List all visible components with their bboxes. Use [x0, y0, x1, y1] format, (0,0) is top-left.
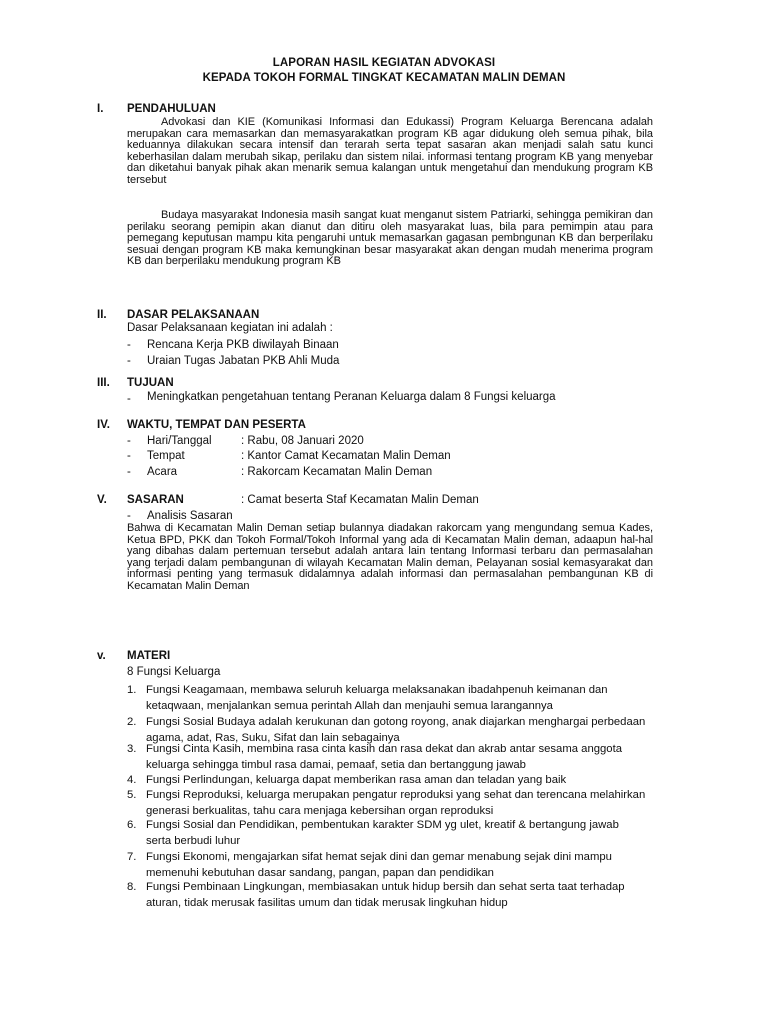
- analisis-paragraph: Bahwa di Kecamatan Malin Deman setiap bulannya diadakan rakorcam yang mengundang semua Kades, Ketua BPD, PKK dan Tokoh Formal/Tokoh Informal yang ada di Kecamatan Malin deman, adaapun hal-hal yang dibahas dalam pertemuan tersebut adalah antara lain tentang Informasi terbaru dan permasalahan yang terjadi dalam pembangunan di wilayah Kecamatan Malin deman, Pelayanan sosial kemasyarakat dan informasi penting yang termasuk didalamnya adalah informasi dan permasalahan pembangunan KB di Kecamatan Malin Deman: [127, 522, 653, 592]
- section-number: I.: [97, 103, 104, 115]
- list-number: 7.: [127, 851, 137, 863]
- acara-label: Acara: [147, 466, 178, 478]
- section-title-tujuan: TUJUAN: [127, 377, 174, 389]
- dasar-item: Rencana Kerja PKB diwilayah Binaan: [147, 339, 339, 351]
- section-number: III.: [97, 377, 110, 389]
- list-text: Fungsi Keagamaan, membawa seluruh keluarga melaksanakan ibadahpenuh keimanan dan ketaqwaan, menjalankan semua perintah Allah dan menjauhi semua larangannya: [146, 684, 608, 712]
- section-number: v.: [97, 650, 106, 662]
- acara-value: : Rakorcam Kecamatan Malin Deman: [241, 466, 433, 478]
- section-title-dasar: DASAR PELAKSANAAN: [127, 309, 260, 321]
- section-title-pendahuluan: PENDAHULUAN: [127, 103, 216, 115]
- report-title: LAPORAN HASIL KEGIATAN ADVOKASI: [272, 57, 496, 69]
- list-number: 8.: [127, 881, 137, 893]
- section-title-materi: MATERI: [127, 650, 171, 662]
- list-text: Fungsi Sosial Budaya adalah kerukunan dan gotong royong, anak diajarkan menghargai perbedaan agama, adat, Ras, Suku, Sifat dan lain sebagainya: [146, 716, 646, 744]
- tujuan-item: Meningkatkan pengetahuan tentang Peranan Keluarga dalam 8 Fungsi keluarga: [147, 391, 556, 403]
- section-number: IV.: [97, 419, 111, 431]
- tempat-value: : Kantor Camat Kecamatan Malin Deman: [241, 450, 451, 462]
- bullet-dash: -: [127, 355, 131, 367]
- paragraph-text: Advokasi dan KIE (Komunikasi Informasi dan Edukassi) Program Keluarga Berencana adalah merupakan cara memasarkan dan memasyarakatkan program KB agar didukung oleh semua pihak, bila keduannya dilakukan secara intensif dan terarah serta tepat sasaran akan menjadi salah satu kunci keberhasilan dalam merubah sikap, perilaku dan sistem nilai. informasi tentang program KB yang menyebar dan diketahui banyak pihak akan menarik semua kalangan untuk mengetahui dan mendukung program KB tersebut: [127, 116, 653, 186]
- dasar-item: Uraian Tugas Jabatan PKB Ahli Muda: [147, 355, 340, 367]
- list-number: 1.: [127, 684, 137, 696]
- list-number: 6.: [127, 819, 137, 831]
- bullet-dash: -: [127, 510, 131, 522]
- list-text: Fungsi Reproduksi, keluarga merupakan pengatur reproduksi yang sehat dan terencana melahirkan generasi berkualitas, tahu cara menjaga kebersihan organ reproduksi: [146, 789, 646, 817]
- list-text: Fungsi Perlindungan, keluarga dapat memberikan rasa aman dan teladan yang baik: [146, 774, 567, 786]
- list-text: Fungsi Cinta Kasih, membina rasa cinta kasih dan rasa dekat dan akrab antar sesama anggota keluarga sehingga timbul rasa damai, pemaaf, setia dan bertanggung jawab: [146, 743, 622, 771]
- section-title-waktu: WAKTU, TEMPAT DAN PESERTA: [127, 419, 306, 431]
- list-number: 5.: [127, 789, 137, 801]
- waktu-value: : Rabu, 08 Januari 2020: [241, 435, 364, 447]
- report-subtitle: KEPADA TOKOH FORMAL TINGKAT KECAMATAN MALIN DEMAN: [202, 72, 566, 84]
- tempat-label: Tempat: [147, 450, 185, 462]
- list-number: 2.: [127, 716, 137, 728]
- section-number: II.: [97, 309, 107, 321]
- list-text: Fungsi Sosial dan Pendidikan, pembentukan karakter SDM yg ulet, kreatif & bertangung jawab serta berbudi luhur: [146, 819, 619, 847]
- section-title-sasaran: SASARAN: [127, 494, 184, 506]
- analisis-label: Analisis Sasaran: [147, 510, 233, 522]
- bullet-dash: -: [127, 393, 131, 405]
- waktu-label: Hari/Tanggal: [147, 435, 212, 447]
- bullet-dash: -: [127, 435, 131, 447]
- list-number: 4.: [127, 774, 137, 786]
- dasar-intro: Dasar Pelaksanaan kegiatan ini adalah :: [127, 322, 333, 334]
- pendahuluan-paragraph-2: [127, 210, 653, 268]
- bullet-dash: -: [127, 450, 131, 462]
- bullet-dash: -: [127, 466, 131, 478]
- list-text: Fungsi Pembinaan Lingkungan, membiasakan untuk hidup bersih dan sehat serta taat terhadap aturan, tidak merusak fasilitas umum dan tidak merusak lingkuhan hidup: [146, 881, 625, 909]
- sasaran-value: : Camat beserta Staf Kecamatan Malin Deman: [241, 494, 479, 506]
- paragraph-text: Budaya masyarakat Indonesia masih sangat kuat menganut sistem Patriarki, sehingga pemikiran dan perilaku seorang pemipin akan dianut dan ditiru oleh masyarakat luas, bila para pemimpin atau para pemegang keputusan mampu kita pengaruhi untuk memasarkan gagasan pembngunan KB dan berperilaku sesuai dengan program KB maka kemungkinan besar masyarakat akan dengan mudah menerima program KB dan berperilaku mendukung program KB: [127, 209, 653, 268]
- materi-intro: 8 Fungsi Keluarga: [127, 666, 221, 678]
- list-number: 3.: [127, 743, 137, 755]
- pendahuluan-paragraph-1: [127, 117, 653, 187]
- list-text: Fungsi Ekonomi, mengajarkan sifat hemat sejak dini dan gemar menabung sejak dini mampu memenuhi kebutuhan dasar sandang, pangan, papan dan pendidikan: [146, 851, 612, 879]
- bullet-dash: -: [127, 339, 131, 351]
- section-number: V.: [97, 494, 107, 506]
